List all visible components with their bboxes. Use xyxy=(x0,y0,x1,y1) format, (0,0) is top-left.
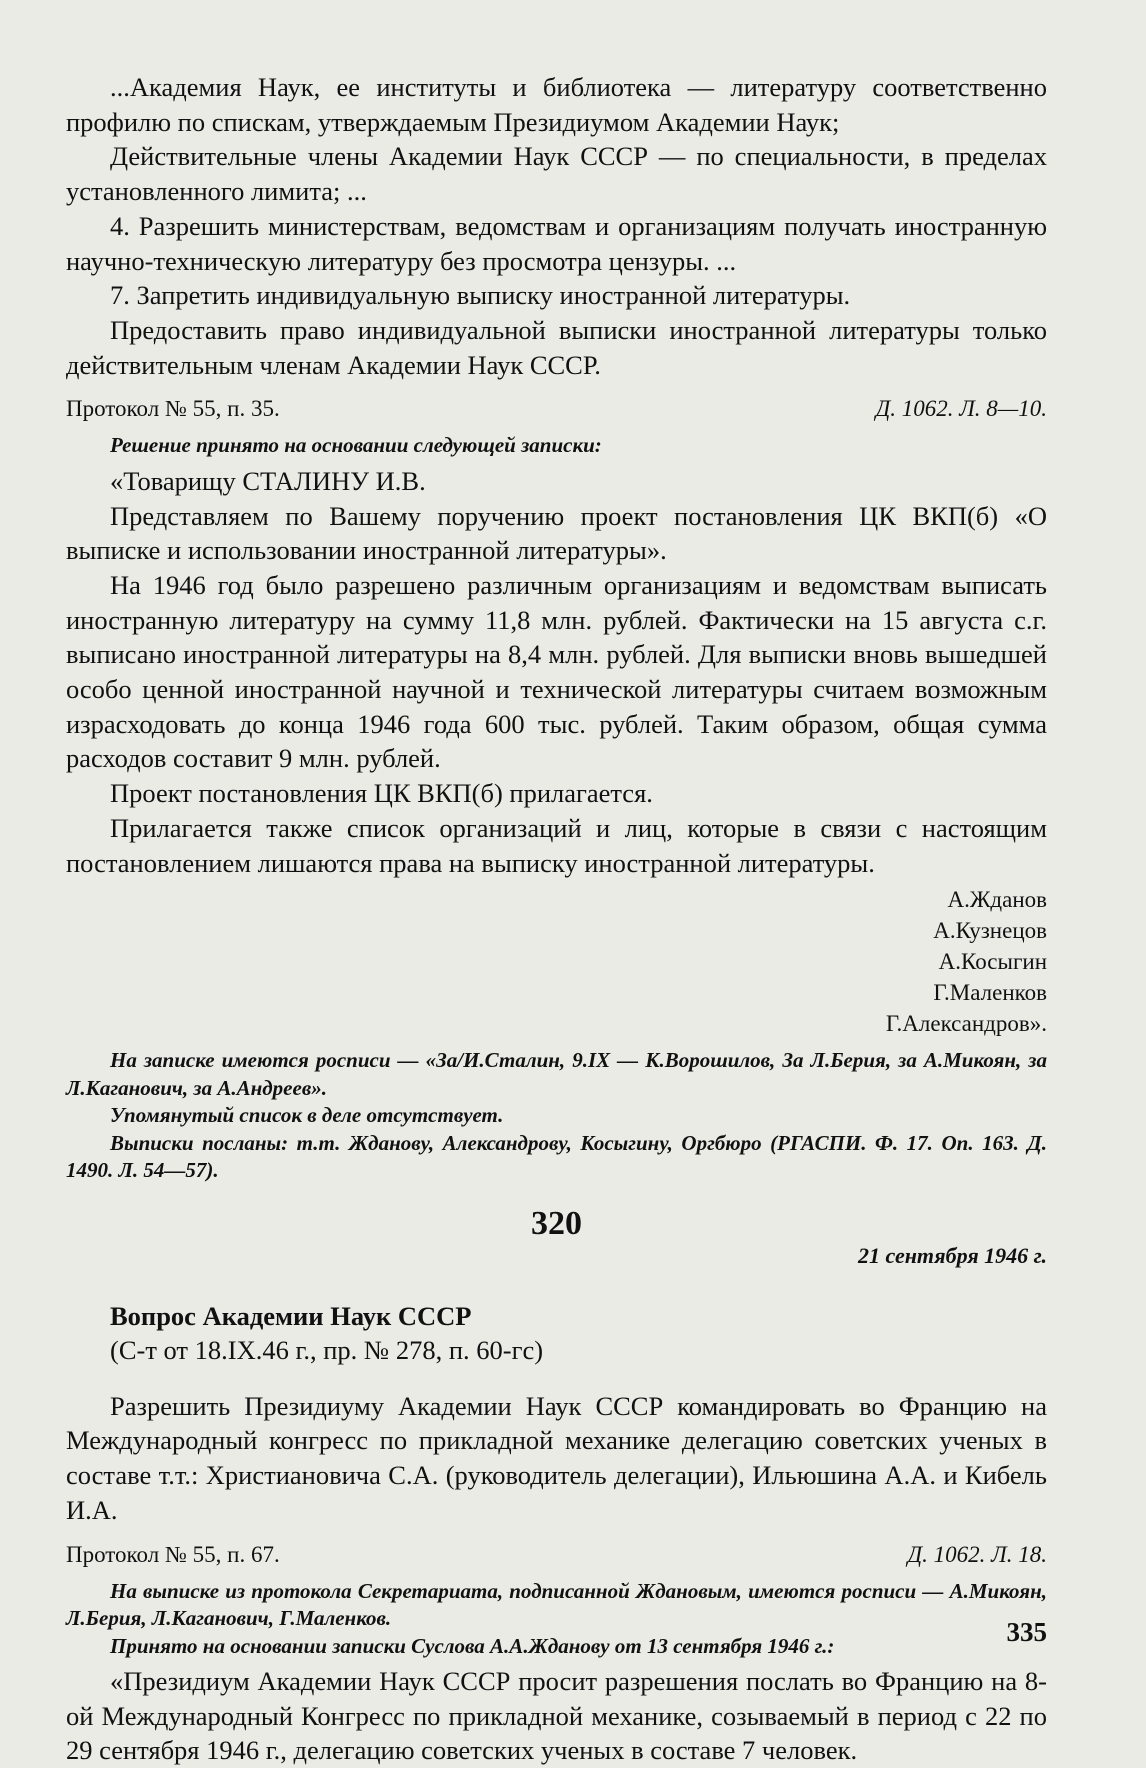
editorial-note-list-missing: Упомянутый список в деле отсутствует. xyxy=(110,1103,504,1128)
document-title: Вопрос Академии Наук СССР xyxy=(110,1300,472,1331)
letter-paragraph-2: На 1946 год было разрешено различным организациям и ведомствам выписать иностранную литературу на сумму 11,8 млн. рублей. Фактически на 15 августа с.г. выписано иностранной литературы на 8,4 млн. рублей. Для выписки вновь вышедшей особо ценной иностранной научной и технической литературы считаем возможным израсходовать до конца 1946 года 600 тыс. рублей. Таким образом, общая сумма расходов составит 9 млн. рублей. xyxy=(66,569,1047,774)
document-number: 320 xyxy=(531,1204,582,1242)
signature: Г.Маленков xyxy=(933,980,1047,1006)
quote-paragraph: «Президиум Академии Наук СССР просит разрешения послать во Францию на 8-ой Международный Конгресс по прикладной механике, созываемый в период с 22 по 29 сентября 1946 г., делегацию советских ученых в составе 7 человек. xyxy=(66,1666,1047,1766)
paragraph-members: Действительные члены Академии Наук СССР — по специальности, в пределах установленного лимита; ... xyxy=(66,141,1047,207)
document-subtitle: (С-т от 18.IX.46 г., пр. № 278, п. 60-гс) xyxy=(110,1334,544,1365)
paragraph-individual-subscription: Предоставить право индивидуальной выписки иностранной литературы только действительным членам Академии Наук СССР. xyxy=(66,314,1047,380)
protocol-number: Протокол № 55, п. 35. xyxy=(66,396,280,422)
signature: А.Косыгин xyxy=(938,949,1047,975)
protocol-reference-67 xyxy=(66,1540,1047,1570)
letter-address: «Товарищу СТАЛИНУ И.В. xyxy=(110,465,426,496)
paragraph-academy: ...Академия Наук, ее институты и библиотека — литературу соответственно профилю по спискам, утверждаемым Президиумом Академии Наук; xyxy=(66,72,1047,137)
protocol-reference-35 xyxy=(66,394,1047,424)
signature: Г.Александров». xyxy=(885,1011,1047,1037)
signature-block xyxy=(66,884,1047,1039)
archive-reference: Д. 1062. Л. 8—10. xyxy=(875,396,1047,422)
editorial-note-extract: На выписке из протокола Секретариата, подписанной Ждановым, имеются росписи — А.Микоян, Л.Берия, Л.Каганович, Г.Маленков. xyxy=(66,1578,1047,1631)
editorial-note-suslov: Принято на основании записки Суслова А.А.Жданову от 13 сентября 1946 г.: xyxy=(110,1633,835,1658)
letter-paragraph-4: Прилагается также список организаций и лиц, которые в связи с настоящим постановлением лишаются права на выписку иностранной литературы. xyxy=(66,812,1047,878)
letter-paragraph-1: Представляем по Вашему поручению проект постановления ЦК ВКП(б) «О выписке и использовании иностранной литературы». xyxy=(66,500,1047,566)
document-text: Разрешить Президиуму Академии Наук СССР командировать во Францию на Международный конгресс по прикладной механике делегацию советских ученых в составе т.т.: Христиановича С.А. (руководитель делегации), Ильюшина А.А. и Кибель И.А. xyxy=(66,1390,1047,1525)
archive-reference: Д. 1062. Л. 18. xyxy=(907,1541,1047,1567)
document-heading xyxy=(110,1299,1047,1367)
paragraph-point-4: 4. Разрешить министерствам, ведомствам и организациям получать иностранную научно-техническую литературу без просмотра цензуры. ... xyxy=(66,210,1047,276)
paragraph-point-7: 7. Запретить индивидуальную выписку иностранной литературы. xyxy=(110,280,851,311)
letter-paragraph-3: Проект постановления ЦК ВКП(б) прилагается. xyxy=(110,778,653,809)
editorial-note-sent-to: Выписки посланы: т.т. Жданову, Александрову, Косыгину, Оргбюро (РГАСПИ. Ф. 17. Оп. 163. Д. 1490. Л. 54—57). xyxy=(66,1130,1047,1183)
editorial-note-signatures: На записке имеются росписи — «За/И.Сталин, 9.IX — К.Ворошилов, За Л.Берия, за А.Микоян, за Л.Каганович, за А.Андреев». xyxy=(66,1048,1047,1100)
signature: А.Жданов xyxy=(947,887,1047,913)
editorial-note-basis: Решение принято на основании следующей записки: xyxy=(110,433,602,458)
page-number: 335 xyxy=(1006,1617,1047,1647)
document-date: 21 сентября 1946 г. xyxy=(857,1242,1047,1268)
protocol-number: Протокол № 55, п. 67. xyxy=(66,1541,280,1567)
signature: А.Кузнецов xyxy=(933,918,1047,944)
